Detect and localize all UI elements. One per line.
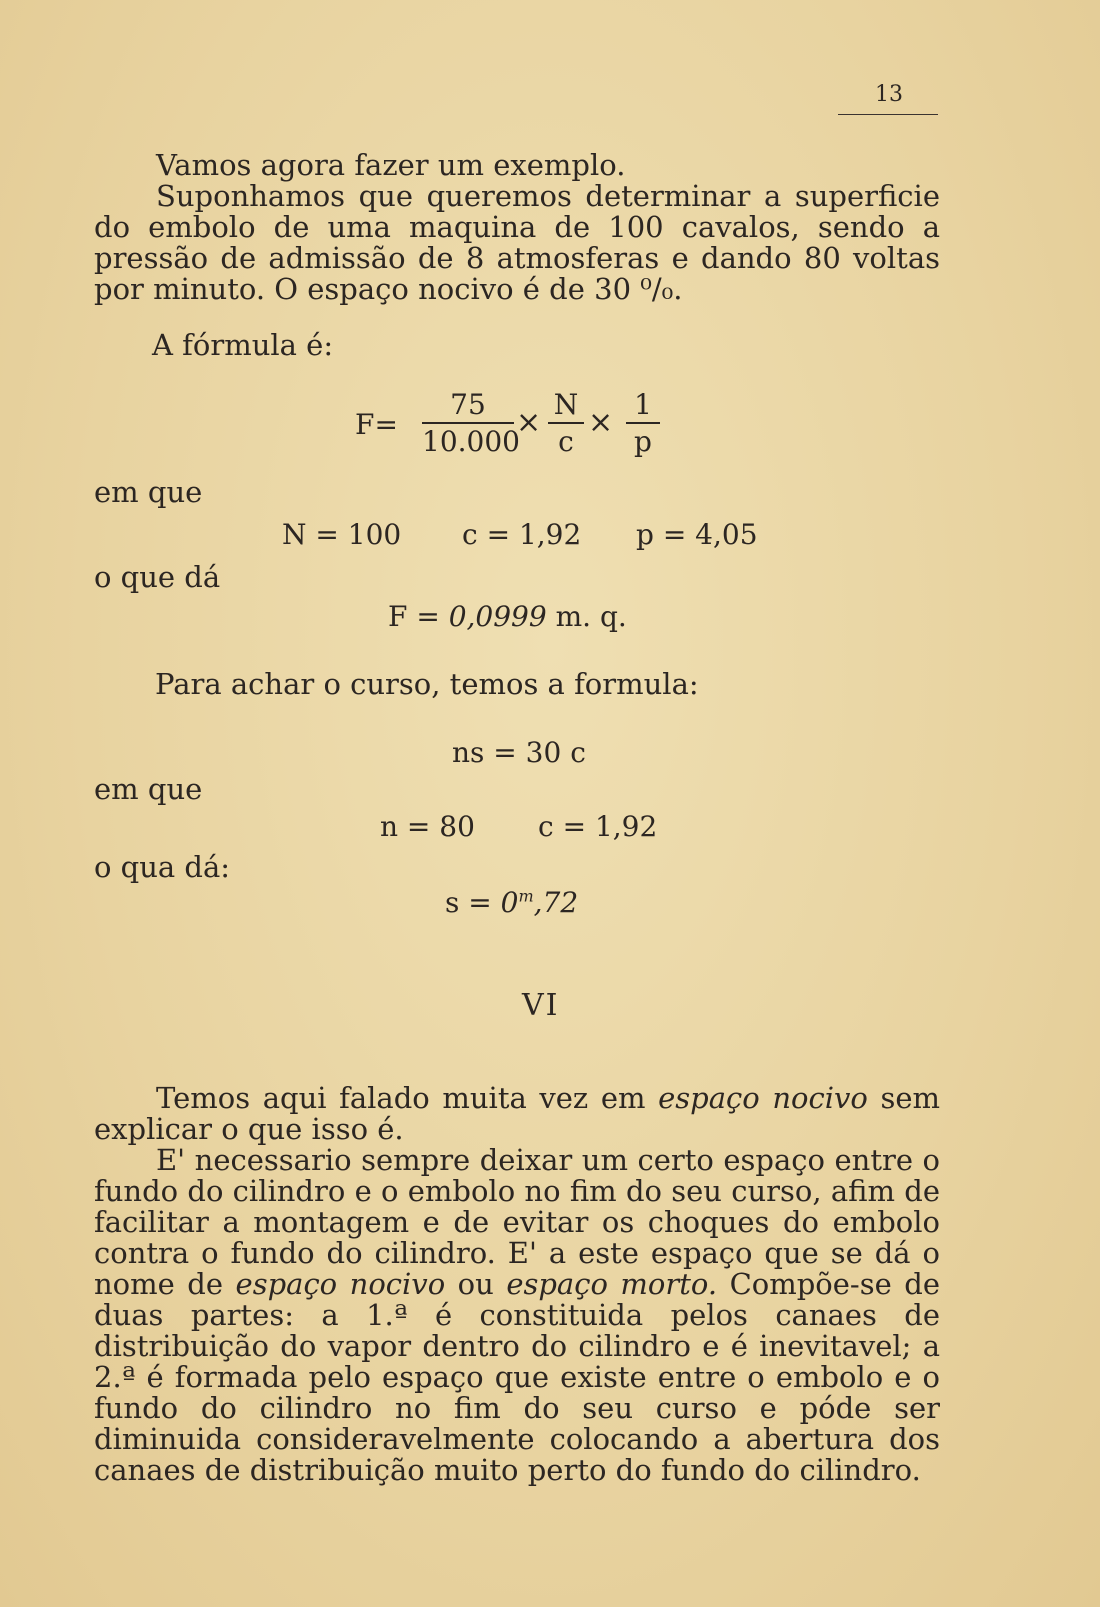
result-value: 0,0999 — [448, 600, 547, 633]
formula-lhs: F= — [355, 408, 398, 441]
fraction-numerator: 75 — [422, 390, 514, 424]
value-n: N = 100 — [282, 518, 402, 551]
formula-label: A fórmula é: — [152, 328, 334, 362]
percent-sign: ⁰/₀. — [640, 272, 683, 306]
result-unit: m. q. — [555, 600, 627, 633]
fraction-numerator: N — [548, 390, 584, 424]
result-label-2: o qua dá: — [94, 850, 231, 884]
page-number: 13 — [875, 82, 903, 107]
result-label: o que dá — [94, 560, 221, 594]
body-paragraph-2: E' necessario sempre deixar um certo espaço entre o fundo do cilindro e o embolo no fim do seu curso, afim de facilitar a montagem e de evitar os choques do embolo contra o fundo do cilindro. E' a este espaço que se dá o nome de espaço nocivo ou espaço morto. Compõe-se de duas partes: a 1.ª é constituida pelos canaes de distribuição do vapor dentro do cilindro e é inevitavel; a 2.ª é formada pelo espaço que existe entre o embolo e o fundo do cilindro no fim do seu curso e póde ser diminuida consideravelmente colocando a abertura dos canaes de distribuição muito perto do fundo do cilindro. — [94, 1143, 941, 1487]
fraction-1-over-p — [626, 390, 660, 458]
times-sign: × — [588, 405, 614, 440]
times-sign: × — [516, 405, 542, 440]
value-p: p = 4,05 — [636, 518, 758, 551]
intro-body-text: Suponhamos que queremos determinar a superficie do embolo de uma maquina de 100 cavalos, sendo a pressão de admissão de 8 atmosferas e dando 80 voltas por minuto. O espaço nocivo é de 30 — [94, 179, 940, 306]
result-s: s = 0$^m$,72 — [445, 886, 579, 919]
fraction-75-over-10000 — [422, 388, 520, 458]
fraction-numerator: 1 — [626, 390, 660, 424]
intro-body — [94, 181, 940, 305]
fraction-n-over-c — [548, 390, 584, 458]
formula-curso: ns = 30 c — [452, 736, 586, 769]
body-paragraph-1: Temos aqui falado muita vez em espaço nocivo sem explicar o que isso é. — [94, 1081, 940, 1146]
em-que-label: em que — [94, 475, 203, 509]
formula-curso-label: Para achar o curso, temos a formula: — [155, 667, 699, 701]
value-c: c = 1,92 — [462, 518, 582, 551]
fraction-denominator: 10.000 — [422, 425, 520, 458]
intro-line: Vamos agora fazer um exemplo. — [156, 148, 626, 182]
fraction-denominator: c — [558, 425, 574, 458]
em-que-label-2: em que — [94, 772, 203, 806]
value-c-2: c = 1,92 — [538, 810, 658, 843]
fraction-denominator: p — [634, 425, 652, 458]
body-text — [94, 1083, 940, 1486]
page-number-rule — [838, 114, 938, 115]
section-heading: VI — [522, 988, 560, 1023]
value-n-2: n = 80 — [380, 810, 475, 843]
intro-paragraph — [94, 150, 940, 305]
result-f: F = 0,0999 m. q. — [388, 600, 627, 633]
